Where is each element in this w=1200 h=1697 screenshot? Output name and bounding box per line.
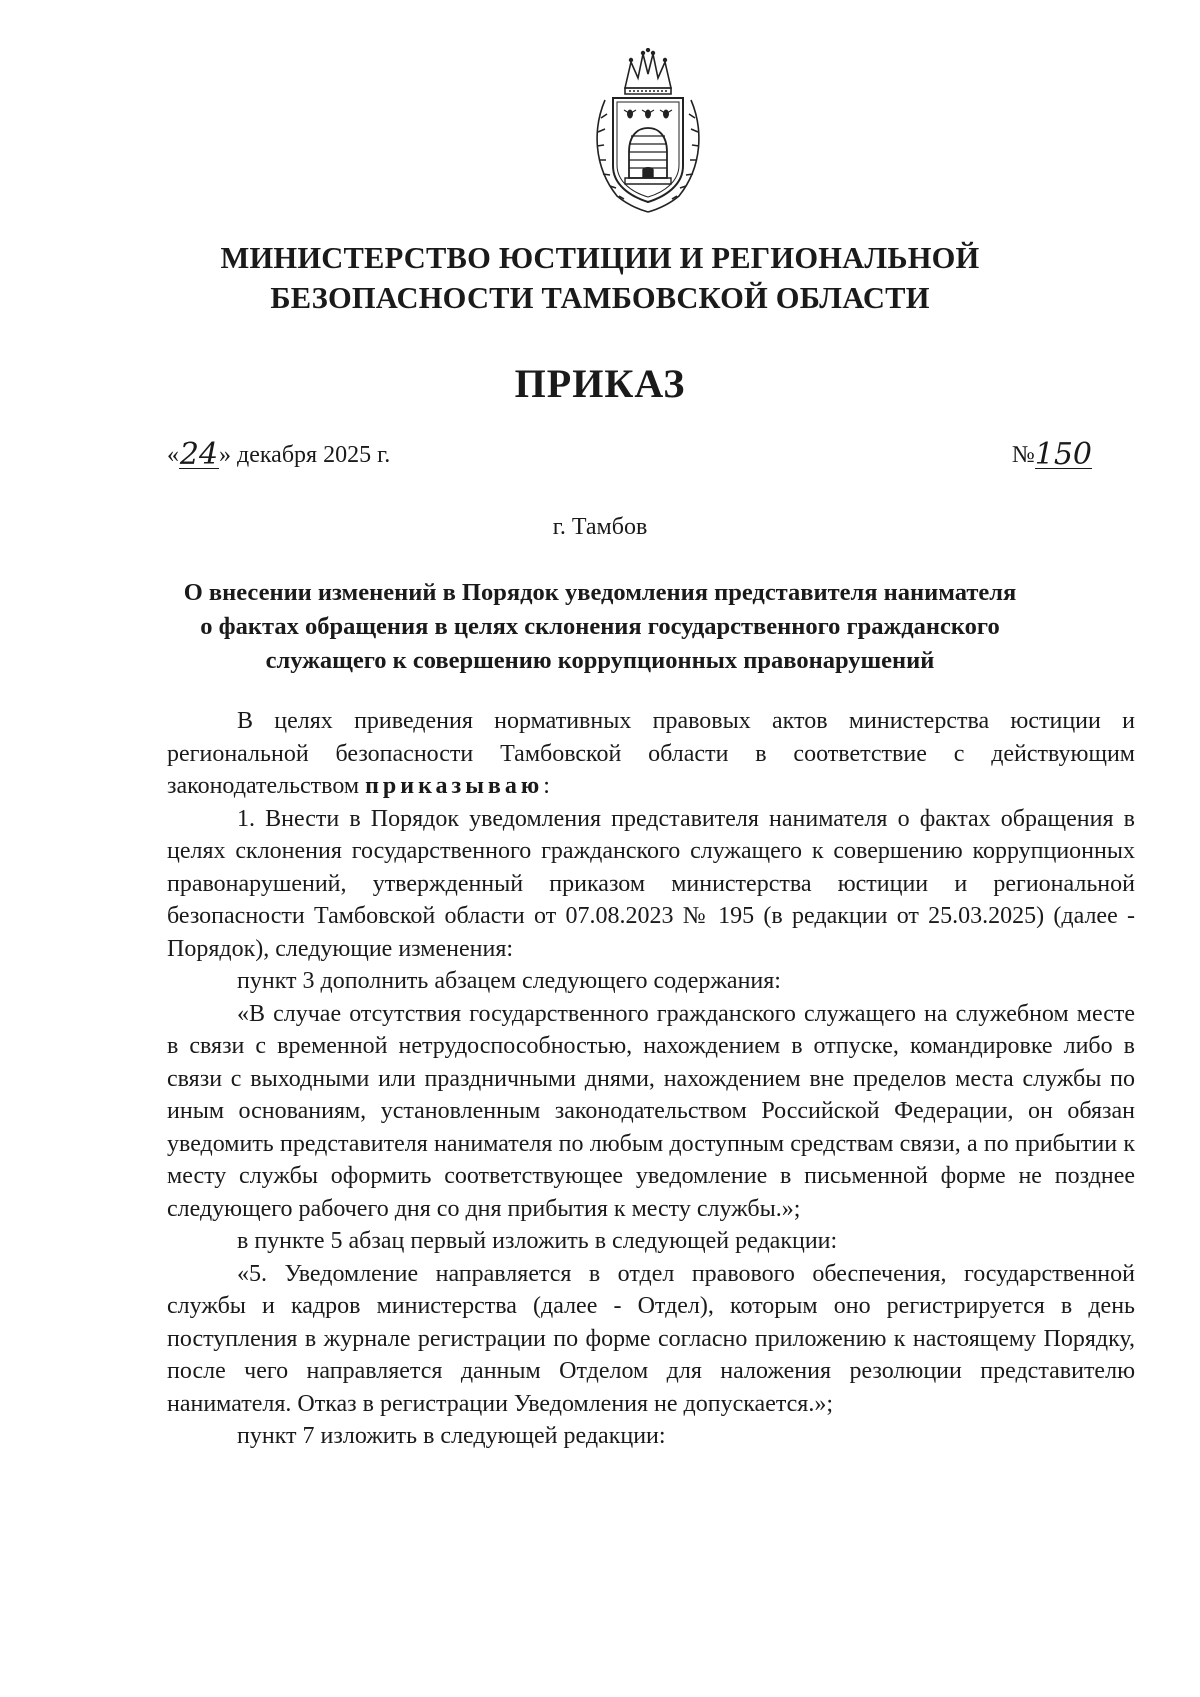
- body-paragraph-item-3-text: «В случае отсутствия государственного гражданского служащего на служебном месте в связи с временной нетрудоспособностью, нахождением в отпуске, командировке либо в связи с выходными или праздничными днями, нахождением вне пределов места службы по иным основаниям, установленным законодательством Российской Федерации, он обязан уведомить представителя нанимателя по любым доступным средствам связи, а по прибытии к месту службы оформить соответствующее уведомление в письменной форме не позднее следующего рабочего дня со дня прибытия к месту службы.»;: [167, 1000, 1135, 1222]
- tambov-coat-of-arms-icon: [585, 48, 711, 214]
- order-subject: [120, 576, 1080, 678]
- body-paragraph-item-3-intro: пункт 3 дополнить абзацем следующего содержания:: [237, 968, 781, 994]
- date-open-quote: «: [167, 442, 179, 468]
- ministry-name-line-1: МИНИСТЕРСТВО ЮСТИЦИИ И РЕГИОНАЛЬНОЙ: [220, 241, 980, 275]
- body-paragraph-item-5-intro: в пункте 5 абзац первый изложить в следующей редакции:: [237, 1228, 838, 1254]
- document-type-title: ПРИКАЗ: [514, 361, 686, 406]
- number-prefix: №: [1011, 442, 1035, 468]
- body-paragraph-preamble: [167, 705, 1135, 803]
- body-paragraph-item-1: 1. Внести в Порядок уведомления представителя нанимателя о фактах обращения в целях склонения государственного гражданского служащего к совершению коррупционных правонарушений, утвержденный приказом министерства юстиции и региональной безопасности Тамбовской области от 07.08.2023 № 195 (в редакции от 25.03.2025) (далее - Порядок), следующие изменения:: [167, 805, 1135, 962]
- order-number: [1011, 437, 1092, 472]
- date-close-quote: »: [219, 442, 231, 468]
- order-date: [167, 437, 391, 472]
- preamble-colon: :: [543, 773, 550, 799]
- ministry-name: [100, 238, 1100, 318]
- number-value-handwritten: 150: [1034, 437, 1092, 472]
- preamble-text: В целях приведения нормативных правовых актов министерства юстиции и региональной безопасности Тамбовской области в соответствие с действующим законодательством: [167, 708, 1135, 799]
- body-paragraph-item-7-intro: пункт 7 изложить в следующей редакции:: [237, 1423, 666, 1449]
- ministry-name-line-2: БЕЗОПАСНОСТИ ТАМБОВСКОЙ ОБЛАСТИ: [270, 281, 930, 315]
- order-body: [167, 705, 1135, 1453]
- date-day-handwritten: 24: [179, 437, 219, 472]
- body-paragraph-item-5-text: «5. Уведомление направляется в отдел правового обеспечения, государственной службы и кадров министерства (далее - Отдел), которым оно регистрируется в день поступления в журнале регистрации по форме согласно приложению к настоящему Порядку, после чего направляется данным Отделом для наложения резолюции представителю нанимателя. Отказ в регистрации Уведомления не допускается.»;: [167, 1260, 1135, 1417]
- subject-line-3: служащего к совершению коррупционных правонарушений: [265, 647, 935, 674]
- city: г. Тамбов: [552, 514, 648, 540]
- date-day: [179, 437, 219, 472]
- number-value: [1034, 437, 1092, 472]
- preamble-command-word: приказываю: [365, 773, 544, 799]
- date-month-year: декабря 2025 г.: [231, 442, 391, 468]
- subject-line-2: о фактах обращения в целях склонения государственного гражданского: [200, 613, 1000, 640]
- subject-line-1: О внесении изменений в Порядок уведомления представителя нанимателя: [183, 579, 1017, 606]
